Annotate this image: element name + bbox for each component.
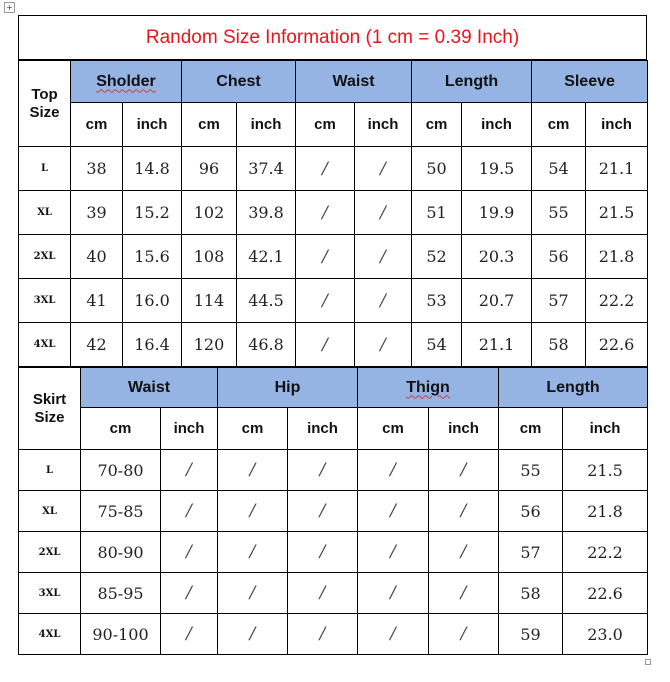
measurement-cell: / xyxy=(358,532,429,573)
measurement-cell: / xyxy=(355,279,412,323)
measurement-cell: 51 xyxy=(412,191,462,235)
top-unit-cell: inch xyxy=(462,103,532,147)
measurement-cell: / xyxy=(288,614,358,655)
skirt-size-table xyxy=(18,367,648,655)
size-label-cell: XL xyxy=(19,491,81,532)
top-size-table xyxy=(18,60,648,367)
table-row xyxy=(19,191,648,235)
top-size-rows xyxy=(19,147,648,367)
measurement-cell: 53 xyxy=(412,279,462,323)
top-size-label-line1: Top xyxy=(31,85,58,103)
size-label-cell: L xyxy=(19,450,81,491)
measurement-cell: 56 xyxy=(532,235,586,279)
measurement-cell: / xyxy=(161,450,218,491)
measurement-cell: 52 xyxy=(412,235,462,279)
measurement-cell: 16.0 xyxy=(123,279,182,323)
measurement-cell: / xyxy=(358,573,429,614)
measurement-cell: / xyxy=(218,614,288,655)
skirt-size-label xyxy=(19,368,81,450)
top-size-label xyxy=(19,61,71,147)
measurement-cell: / xyxy=(288,532,358,573)
measurement-cell: 19.5 xyxy=(462,147,532,191)
measurement-cell: 15.6 xyxy=(123,235,182,279)
top-unit-cell: inch xyxy=(123,103,182,147)
measurement-cell: / xyxy=(355,235,412,279)
measurement-cell: 41 xyxy=(71,279,123,323)
chart-title: Random Size Information (1 cm = 0.39 Inch) xyxy=(19,16,647,60)
skirt-unit-cell: cm xyxy=(81,408,161,450)
skirt-header-hip: Hip xyxy=(218,368,358,408)
skirt-unit-cell: cm xyxy=(358,408,429,450)
measurement-cell: / xyxy=(161,491,218,532)
skirt-unit-row xyxy=(19,408,648,450)
measurement-cell: / xyxy=(161,614,218,655)
measurement-cell: / xyxy=(355,323,412,367)
measurement-cell: / xyxy=(218,573,288,614)
measurement-cell: 108 xyxy=(182,235,237,279)
table-resize-handle[interactable] xyxy=(645,659,651,665)
size-label-cell: 3XL xyxy=(19,279,71,323)
measurement-cell: 21.8 xyxy=(586,235,648,279)
skirt-header-length: Length xyxy=(499,368,648,408)
top-header-waist: Waist xyxy=(296,61,412,103)
measurement-cell: / xyxy=(161,573,218,614)
skirt-unit-cell: inch xyxy=(429,408,499,450)
measurement-cell: 16.4 xyxy=(123,323,182,367)
measurement-cell: 50 xyxy=(412,147,462,191)
table-row xyxy=(19,323,648,367)
measurement-cell: / xyxy=(218,532,288,573)
measurement-cell: / xyxy=(296,235,355,279)
skirt-header-thigh xyxy=(358,368,499,408)
measurement-cell: 46.8 xyxy=(237,323,296,367)
top-header-shoulder xyxy=(71,61,182,103)
measurement-cell: 55 xyxy=(532,191,586,235)
measurement-cell: 54 xyxy=(412,323,462,367)
top-header-chest: Chest xyxy=(182,61,296,103)
measurement-cell: / xyxy=(288,491,358,532)
measurement-cell: 14.8 xyxy=(123,147,182,191)
measurement-cell: 58 xyxy=(499,573,563,614)
table-row xyxy=(19,532,648,573)
measurement-cell: 20.3 xyxy=(462,235,532,279)
measurement-cell: 96 xyxy=(182,147,237,191)
measurement-cell: 85-95 xyxy=(81,573,161,614)
measurement-cell: / xyxy=(355,191,412,235)
top-unit-cell: inch xyxy=(355,103,412,147)
measurement-cell: 15.2 xyxy=(123,191,182,235)
measurement-cell: 22.6 xyxy=(586,323,648,367)
measurement-cell: 39.8 xyxy=(237,191,296,235)
measurement-cell: 59 xyxy=(499,614,563,655)
table-row xyxy=(19,450,648,491)
measurement-cell: / xyxy=(429,450,499,491)
skirt-size-label-line1: Skirt xyxy=(32,390,67,408)
measurement-cell: 22.2 xyxy=(563,532,648,573)
measurement-cell: 21.1 xyxy=(586,147,648,191)
measurement-cell: 57 xyxy=(532,279,586,323)
skirt-unit-cell: cm xyxy=(499,408,563,450)
measurement-cell: / xyxy=(358,491,429,532)
measurement-cell: / xyxy=(358,614,429,655)
measurement-cell: 80-90 xyxy=(81,532,161,573)
measurement-cell: 70-80 xyxy=(81,450,161,491)
measurement-cell: / xyxy=(296,147,355,191)
measurement-cell: / xyxy=(296,323,355,367)
measurement-cell: 42 xyxy=(71,323,123,367)
size-label-cell: 4XL xyxy=(19,614,81,655)
measurement-cell: / xyxy=(296,191,355,235)
top-header-shoulder-text: Sholder xyxy=(96,72,156,90)
measurement-cell: 42.1 xyxy=(237,235,296,279)
top-unit-cell: inch xyxy=(237,103,296,147)
measurement-cell: / xyxy=(296,279,355,323)
measurement-cell: / xyxy=(288,573,358,614)
table-move-handle[interactable]: + xyxy=(4,2,15,13)
measurement-cell: 21.1 xyxy=(462,323,532,367)
skirt-header-waist: Waist xyxy=(81,368,218,408)
size-label-cell: XL xyxy=(19,191,71,235)
top-unit-cell: cm xyxy=(182,103,237,147)
measurement-cell: 90-100 xyxy=(81,614,161,655)
measurement-cell: / xyxy=(288,450,358,491)
size-label-cell: 2XL xyxy=(19,235,71,279)
size-label-cell: 3XL xyxy=(19,573,81,614)
measurement-cell: 20.7 xyxy=(462,279,532,323)
measurement-cell: / xyxy=(161,532,218,573)
measurement-cell: 55 xyxy=(499,450,563,491)
title-table xyxy=(18,15,647,60)
measurement-cell: 37.4 xyxy=(237,147,296,191)
top-size-label-line2: Size xyxy=(29,103,60,121)
top-unit-row xyxy=(19,103,648,147)
measurement-cell: 39 xyxy=(71,191,123,235)
top-unit-cell: cm xyxy=(296,103,355,147)
skirt-unit-cell: inch xyxy=(563,408,648,450)
measurement-cell: / xyxy=(429,573,499,614)
table-row xyxy=(19,279,648,323)
measurement-cell: 23.0 xyxy=(563,614,648,655)
skirt-unit-cell: cm xyxy=(218,408,288,450)
size-label-cell: L xyxy=(19,147,71,191)
measurement-cell: 19.9 xyxy=(462,191,532,235)
measurement-cell: 38 xyxy=(71,147,123,191)
measurement-cell: / xyxy=(429,532,499,573)
measurement-cell: 22.6 xyxy=(563,573,648,614)
measurement-cell: 54 xyxy=(532,147,586,191)
top-unit-cell: cm xyxy=(532,103,586,147)
size-chart xyxy=(18,15,647,655)
measurement-cell: / xyxy=(429,491,499,532)
table-row xyxy=(19,614,648,655)
measurement-cell: 102 xyxy=(182,191,237,235)
measurement-cell: / xyxy=(429,614,499,655)
measurement-cell: / xyxy=(355,147,412,191)
skirt-unit-cell: inch xyxy=(288,408,358,450)
size-label-cell: 4XL xyxy=(19,323,71,367)
skirt-size-label-line2: Size xyxy=(34,408,65,426)
measurement-cell: 21.5 xyxy=(586,191,648,235)
table-row xyxy=(19,573,648,614)
measurement-cell: 58 xyxy=(532,323,586,367)
measurement-cell: 22.2 xyxy=(586,279,648,323)
top-unit-cell: cm xyxy=(71,103,123,147)
measurement-cell: 44.5 xyxy=(237,279,296,323)
top-header-length: Length xyxy=(412,61,532,103)
table-row xyxy=(19,491,648,532)
size-label-cell: 2XL xyxy=(19,532,81,573)
measurement-cell: 57 xyxy=(499,532,563,573)
measurement-cell: / xyxy=(358,450,429,491)
measurement-cell: 21.8 xyxy=(563,491,648,532)
measurement-cell: 21.5 xyxy=(563,450,648,491)
measurement-cell: 75-85 xyxy=(81,491,161,532)
table-row xyxy=(19,147,648,191)
skirt-size-rows xyxy=(19,450,648,655)
skirt-header-thigh-text: Thign xyxy=(406,378,450,396)
measurement-cell: 56 xyxy=(499,491,563,532)
measurement-cell: / xyxy=(218,450,288,491)
measurement-cell: 120 xyxy=(182,323,237,367)
top-unit-cell: cm xyxy=(412,103,462,147)
measurement-cell: / xyxy=(218,491,288,532)
table-row xyxy=(19,235,648,279)
measurement-cell: 114 xyxy=(182,279,237,323)
skirt-unit-cell: inch xyxy=(161,408,218,450)
measurement-cell: 40 xyxy=(71,235,123,279)
top-unit-cell: inch xyxy=(586,103,648,147)
top-header-sleeve: Sleeve xyxy=(532,61,648,103)
